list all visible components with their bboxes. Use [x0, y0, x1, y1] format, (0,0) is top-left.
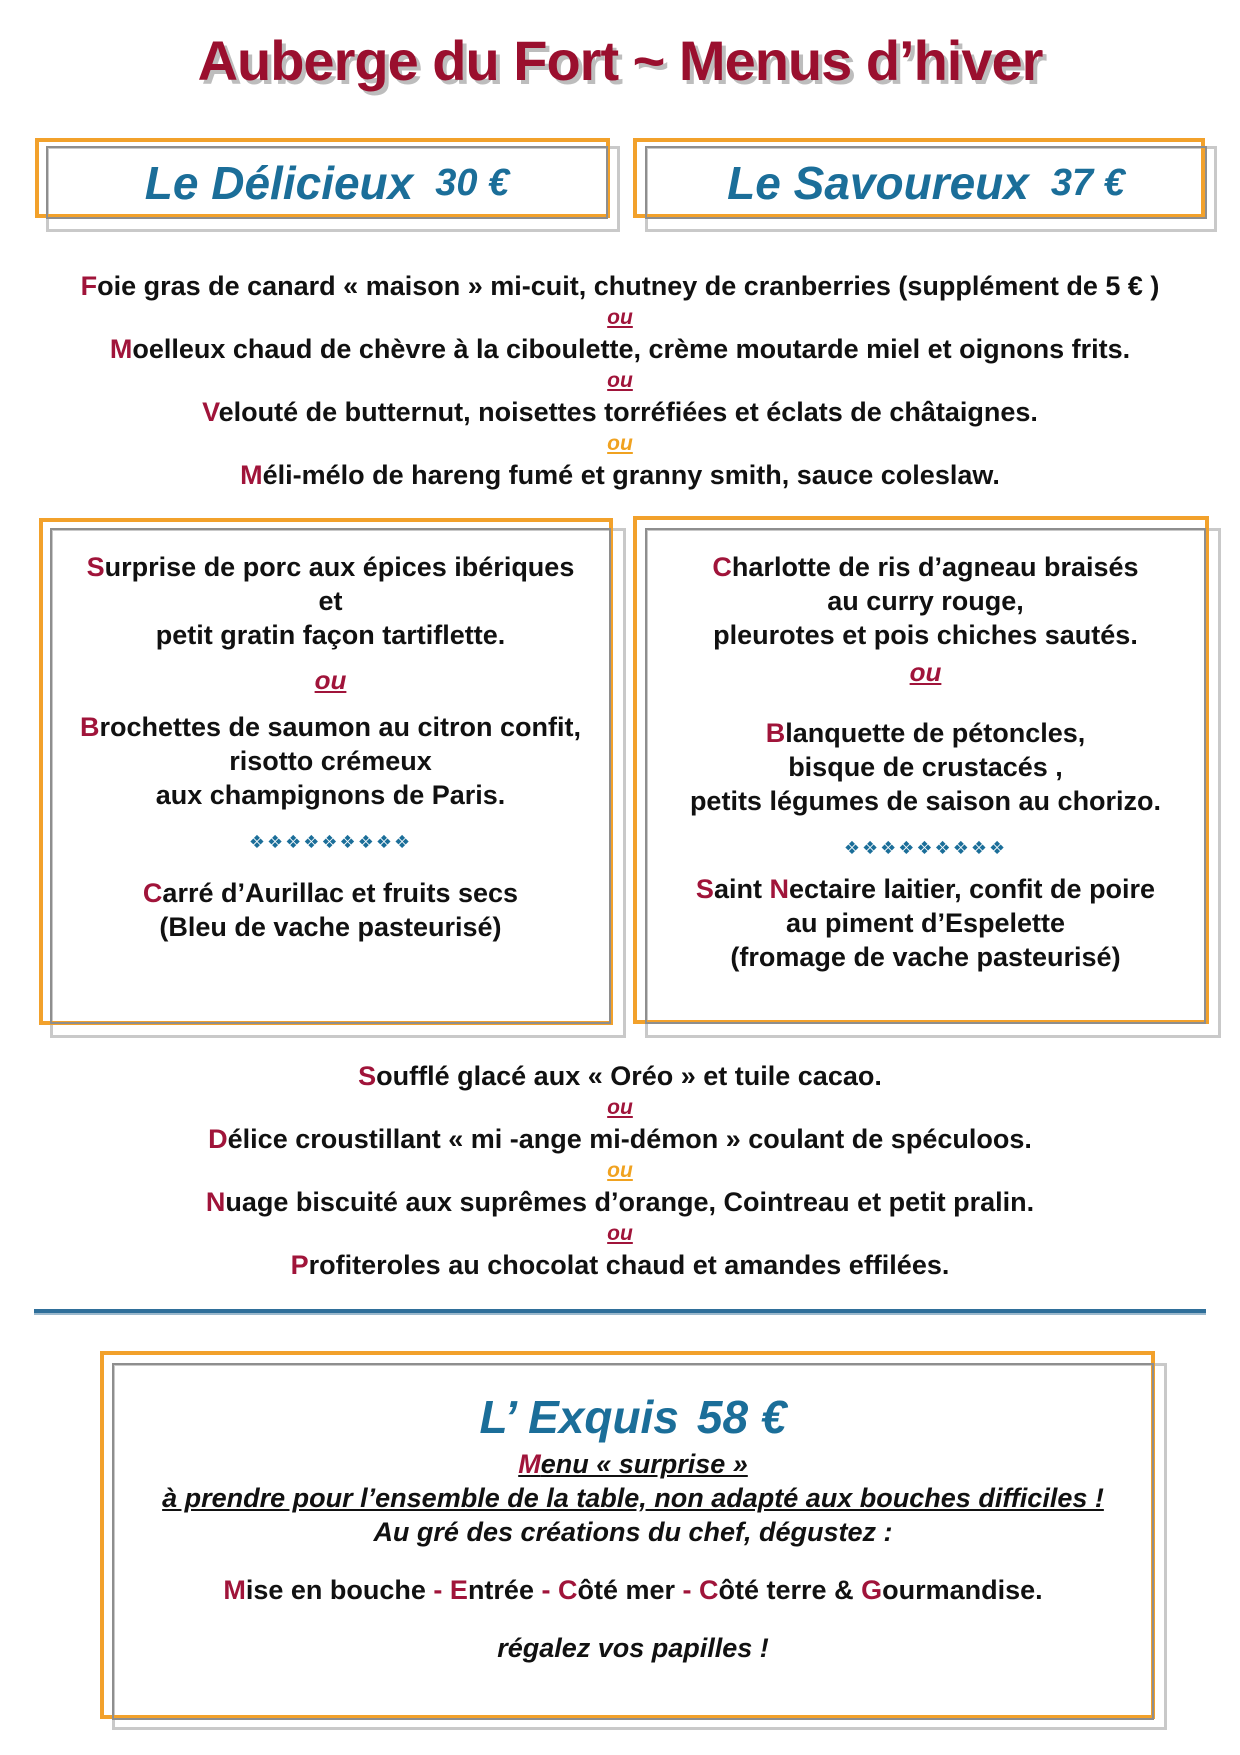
ou-separator: ou [607, 369, 633, 392]
main-dish: Surprise de porc aux épices ibériques et petit gratin façon tartiflette. [86, 552, 575, 650]
ou-separator: ou [909, 657, 942, 687]
exquis-subtitle: Menu « surprise » [518, 1449, 748, 1479]
exquis-courses: Mise en bouche - Entrée - Côté mer - Côté terre & Gourmandise. [223, 1575, 1043, 1605]
dessert-item: Délice croustillant « mi -ange mi-démon » coulant de spéculoos. [208, 1124, 1032, 1154]
starter-item: Foie gras de canard « maison » mi-cuit, chutney de cranberries (supplément de 5 € ) [80, 271, 1160, 301]
ou-separator: ou [607, 432, 633, 455]
desserts-list [0, 1058, 1240, 1283]
main-dish: Brochettes de saumon au citron confit, risotto crémeux aux champignons de Paris. [79, 712, 582, 810]
exquis-intro: Au gré des créations du chef, dégustez : [373, 1517, 893, 1547]
ou-separator: ou [607, 1159, 633, 1182]
section-divider [34, 1309, 1206, 1315]
menu-title-delicieux [46, 146, 608, 219]
dessert-item: Soufflé glacé aux « Oréo » et tuile cacao. [358, 1061, 882, 1091]
exquis-closing: régalez vos papilles ! [497, 1633, 769, 1663]
main-dish: Charlotte de ris d’agneau braisés au curry rouge, pleurotes et pois chiches sautés. [712, 552, 1139, 650]
dessert-item: Nuage biscuité aux suprêmes d’orange, Cointreau et petit pralin. [205, 1187, 1035, 1217]
starter-item: Méli-mélo de hareng fumé et granny smith, sauce coleslaw. [240, 460, 1000, 490]
menu-price: 30 € [435, 161, 510, 204]
dessert-item: Profiteroles au chocolat chaud et amandes effilées. [290, 1250, 950, 1280]
starter-item: Moelleux chaud de chèvre à la ciboulette, crème moutarde miel et oignons frits. [109, 334, 1131, 364]
page-title: Auberge du Fort ~ Menus d’hiver [197, 29, 1043, 92]
cheese-dish: Saint Nectaire laitier, confit de poire au piment d’Espelette (fromage de vache pasteurisé) [695, 874, 1156, 972]
ou-separator: ou [607, 306, 633, 329]
main-dish: Blanquette de pétoncles, bisque de crustacés , petits légumes de saison au chorizo. [689, 718, 1162, 816]
ou-separator: ou [607, 1222, 633, 1245]
menu-price: 37 € [1050, 161, 1125, 204]
starters-list [0, 268, 1240, 493]
ou-separator: ou [314, 665, 347, 695]
menu-name: L’ Exquis [479, 1391, 679, 1443]
starter-item: Velouté de butternut, noisettes torréfiées et éclats de châtaignes. [202, 397, 1038, 427]
menu-price: 58 € [696, 1391, 787, 1443]
cheese-dish: Carré d’Aurillac et fruits secs (Bleu de vache pasteurisé) [142, 878, 519, 942]
menu-title-exquis [112, 1387, 1154, 1447]
ou-separator: ou [607, 1096, 633, 1119]
menu-name: Le Délicieux [144, 156, 414, 209]
menu-name: Le Savoureux [727, 156, 1029, 209]
diamond-divider: ❖❖❖❖❖❖❖❖❖ [248, 832, 413, 852]
exquis-condition: à prendre pour l’ensemble de la table, non adapté aux bouches difficiles ! [162, 1483, 1104, 1513]
diamond-divider: ❖❖❖❖❖❖❖❖❖ [843, 838, 1008, 858]
menu-title-savoureux [645, 146, 1207, 219]
